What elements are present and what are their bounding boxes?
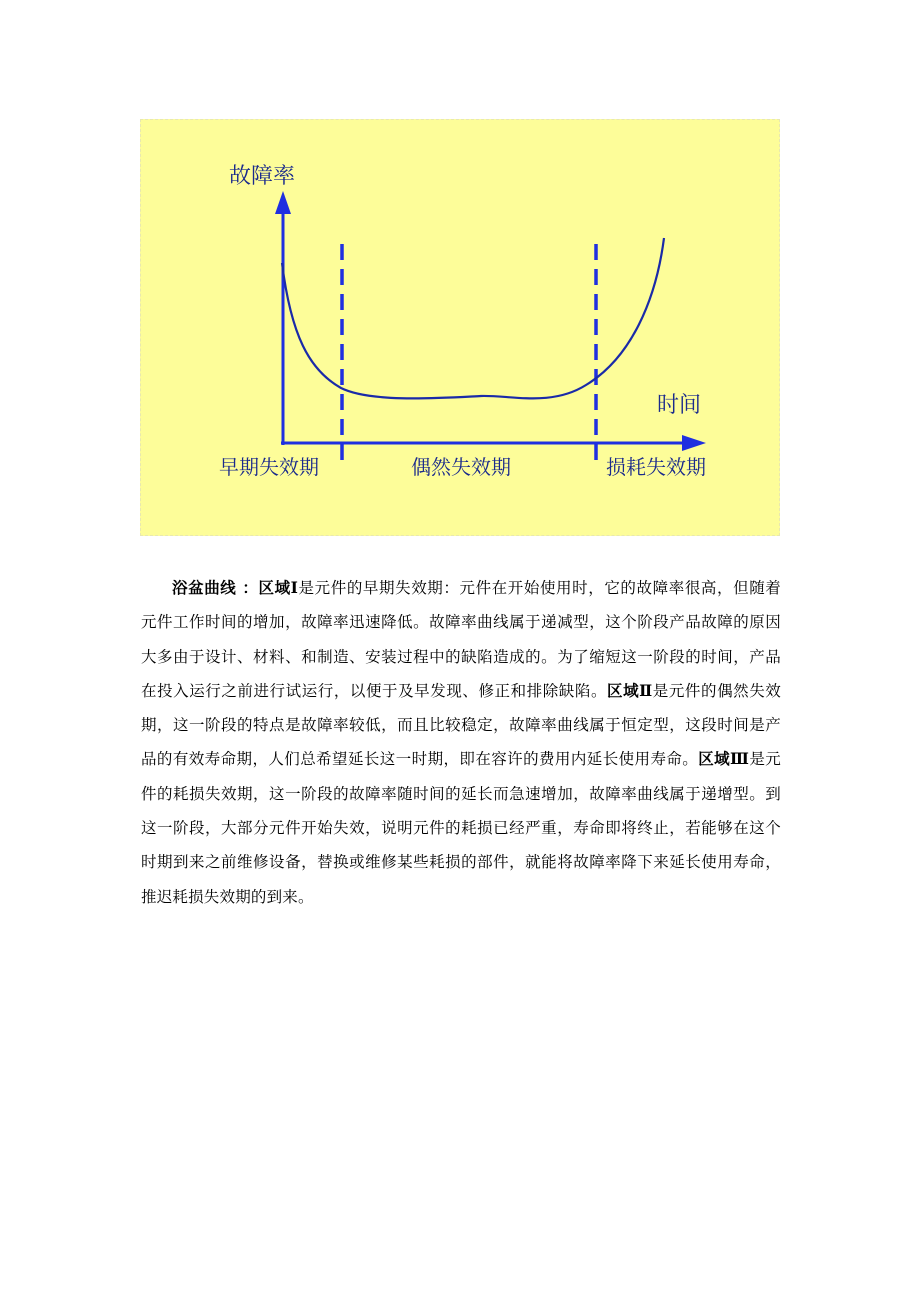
bathtub-curve [282,238,664,398]
region-2-text: 是元件的偶然失效期，这一阶段的特点是故障率较低，而且比较稳定，故障率曲线属于恒定型，这段时间是产品的有效寿命期，人们总希望延长这一时期，即在容许的费用内延长使用寿命。 [141,681,781,769]
x-axis-label: 时间 [657,393,702,418]
region-label-wearout: 损耗失效期 [606,455,706,479]
caption-paragraph [141,571,781,914]
region-2-label: 区域Ⅱ [607,680,653,700]
caption-title-separator: ： [236,578,259,597]
region-label-random: 偶然失效期 [411,455,511,479]
caption-title: 浴盆曲线 [172,578,237,597]
bathtub-curve-diagram [141,120,781,537]
y-axis-arrow [275,191,291,214]
region-3-text: 是元件的耗损失效期，这一阶段的故障率随时间的延长而急速增加，故障率曲线属于递增型。到这一阶段，大部分元件开始失效，说明元件的耗损已经严重，寿命即将终止，若能够在这个时期到来之前维修设备，替换或维修某些耗损的部件，就能将故障率降下来延长使用寿命，推迟耗损失效期的到来。 [141,750,781,906]
region-3-label: 区域Ⅲ [698,749,750,769]
region-label-early: 早期失效期 [219,455,319,479]
y-axis-label: 故障率 [229,164,296,189]
region-1-text: 是元件的早期失效期：元件在开始使用时，它的故障率很高，但随着元件工作时间的增加，故障率迅速降低。故障率曲线属于递减型，这个阶段产品故障的原因大多由于设计、材料、和制造、安装过程中的缺陷造成的。为了缩短这一阶段的时间，产品在投入运行之前进行试运行，以便于及早发现、修正和排除缺陷。 [141,579,781,700]
x-axis-arrow [682,435,706,451]
bathtub-curve-figure [140,119,780,536]
region-1-label: 区域Ⅰ [258,578,299,597]
